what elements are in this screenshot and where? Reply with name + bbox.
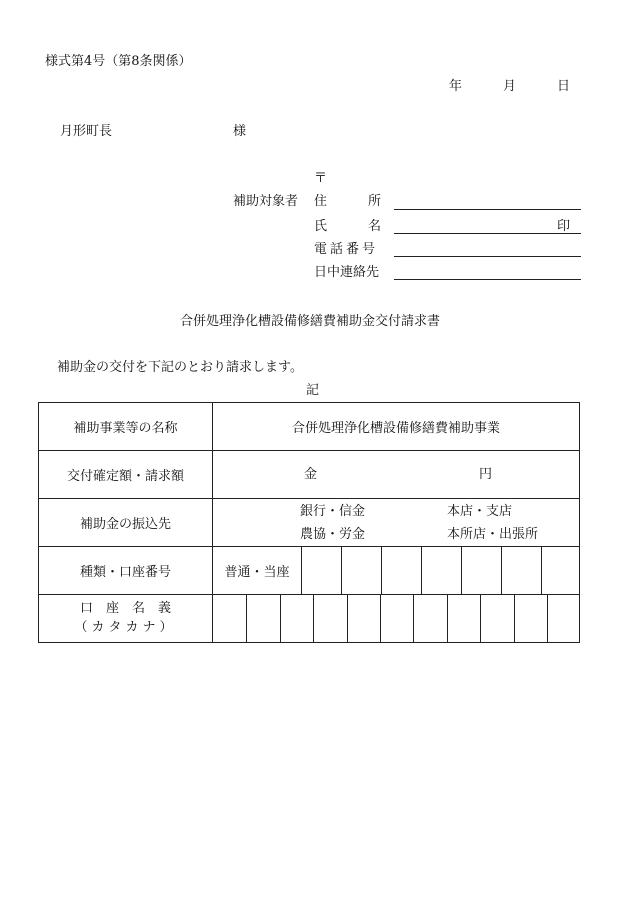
daytime-contact-label: 日中連絡先	[314, 265, 380, 280]
amount-field[interactable]	[213, 451, 580, 499]
label-transfer-destination: 補助金の振込先	[39, 499, 213, 547]
account-holder-char-box[interactable]	[413, 595, 446, 642]
account-holder-field	[213, 595, 580, 643]
branch-type-a: 本店・支店	[447, 504, 513, 519]
bank-type-a: 銀行・信金	[300, 504, 366, 519]
addressee-honorific: 様	[233, 124, 247, 139]
account-holder-katakana-note: （カタカナ）	[74, 619, 177, 635]
account-holder-char-box[interactable]	[347, 595, 380, 642]
address-label-a: 住	[314, 194, 328, 209]
account-type-cell[interactable]	[213, 547, 301, 594]
kin-text: 金	[304, 467, 318, 482]
account-digit-box[interactable]	[461, 547, 501, 594]
address-label-b: 所	[368, 194, 382, 209]
postal-mark: 〒	[314, 171, 328, 186]
account-holder-char-box[interactable]	[480, 595, 513, 642]
address-field-line[interactable]	[394, 209, 581, 210]
account-holder-char-box[interactable]	[447, 595, 480, 642]
account-holder-char-box[interactable]	[380, 595, 413, 642]
table-row	[39, 547, 580, 595]
date-day: 日	[557, 79, 571, 94]
account-holder-char-box[interactable]	[246, 595, 279, 642]
date-month: 月	[503, 79, 517, 94]
daytime-contact-field-line[interactable]	[394, 279, 581, 280]
table-row	[39, 499, 580, 547]
seal-mark: 印	[557, 219, 571, 234]
transfer-destination-field[interactable]	[213, 499, 580, 547]
phone-label: 電話番号	[314, 242, 379, 257]
account-digit-box[interactable]	[301, 547, 341, 594]
account-holder-label: 口 座 名 義	[79, 600, 171, 616]
branch-type-b: 本所店・出張所	[447, 527, 539, 542]
account-digit-box[interactable]	[381, 547, 421, 594]
account-type-text: 普通・当座	[224, 565, 290, 580]
phone-field-line[interactable]	[394, 256, 581, 257]
table-row	[39, 595, 580, 643]
account-holder-char-box[interactable]	[313, 595, 346, 642]
document-title: 合併処理浄化槽設備修繕費補助金交付請求書	[180, 314, 441, 329]
account-holder-char-box[interactable]	[213, 595, 246, 642]
project-name-text: 合併処理浄化槽設備修繕費補助事業	[291, 421, 500, 436]
account-digit-box[interactable]	[501, 547, 541, 594]
applicant-group-label: 補助対象者	[233, 194, 299, 209]
account-holder-char-box[interactable]	[547, 595, 579, 642]
table-row	[39, 451, 580, 499]
account-digit-box[interactable]	[341, 547, 381, 594]
date-year: 年	[449, 79, 463, 94]
label-project-name: 補助事業等の名称	[39, 403, 213, 451]
addressee-name: 月形町長	[60, 124, 113, 139]
ki-mark: 記	[306, 383, 320, 398]
label-account-holder	[39, 595, 213, 643]
account-digit-box[interactable]	[541, 547, 579, 594]
body-text: 補助金の交付を下記のとおり請求します。	[57, 360, 303, 375]
bank-type-b: 農協・労金	[300, 527, 366, 542]
name-label-b: 名	[368, 219, 382, 234]
label-account-number: 種類・口座番号	[39, 547, 213, 595]
account-digit-box[interactable]	[421, 547, 461, 594]
account-holder-char-box[interactable]	[514, 595, 547, 642]
label-amount: 交付確定額・請求額	[39, 451, 213, 499]
name-field-line[interactable]	[394, 233, 581, 234]
value-project-name	[213, 403, 580, 451]
en-text: 円	[479, 467, 493, 482]
account-number-field	[213, 547, 580, 595]
table-row	[39, 403, 580, 451]
request-table	[38, 402, 580, 643]
form-number: 様式第4号（第8条関係）	[45, 54, 192, 69]
name-label-a: 氏	[314, 219, 328, 234]
account-holder-char-box[interactable]	[280, 595, 313, 642]
